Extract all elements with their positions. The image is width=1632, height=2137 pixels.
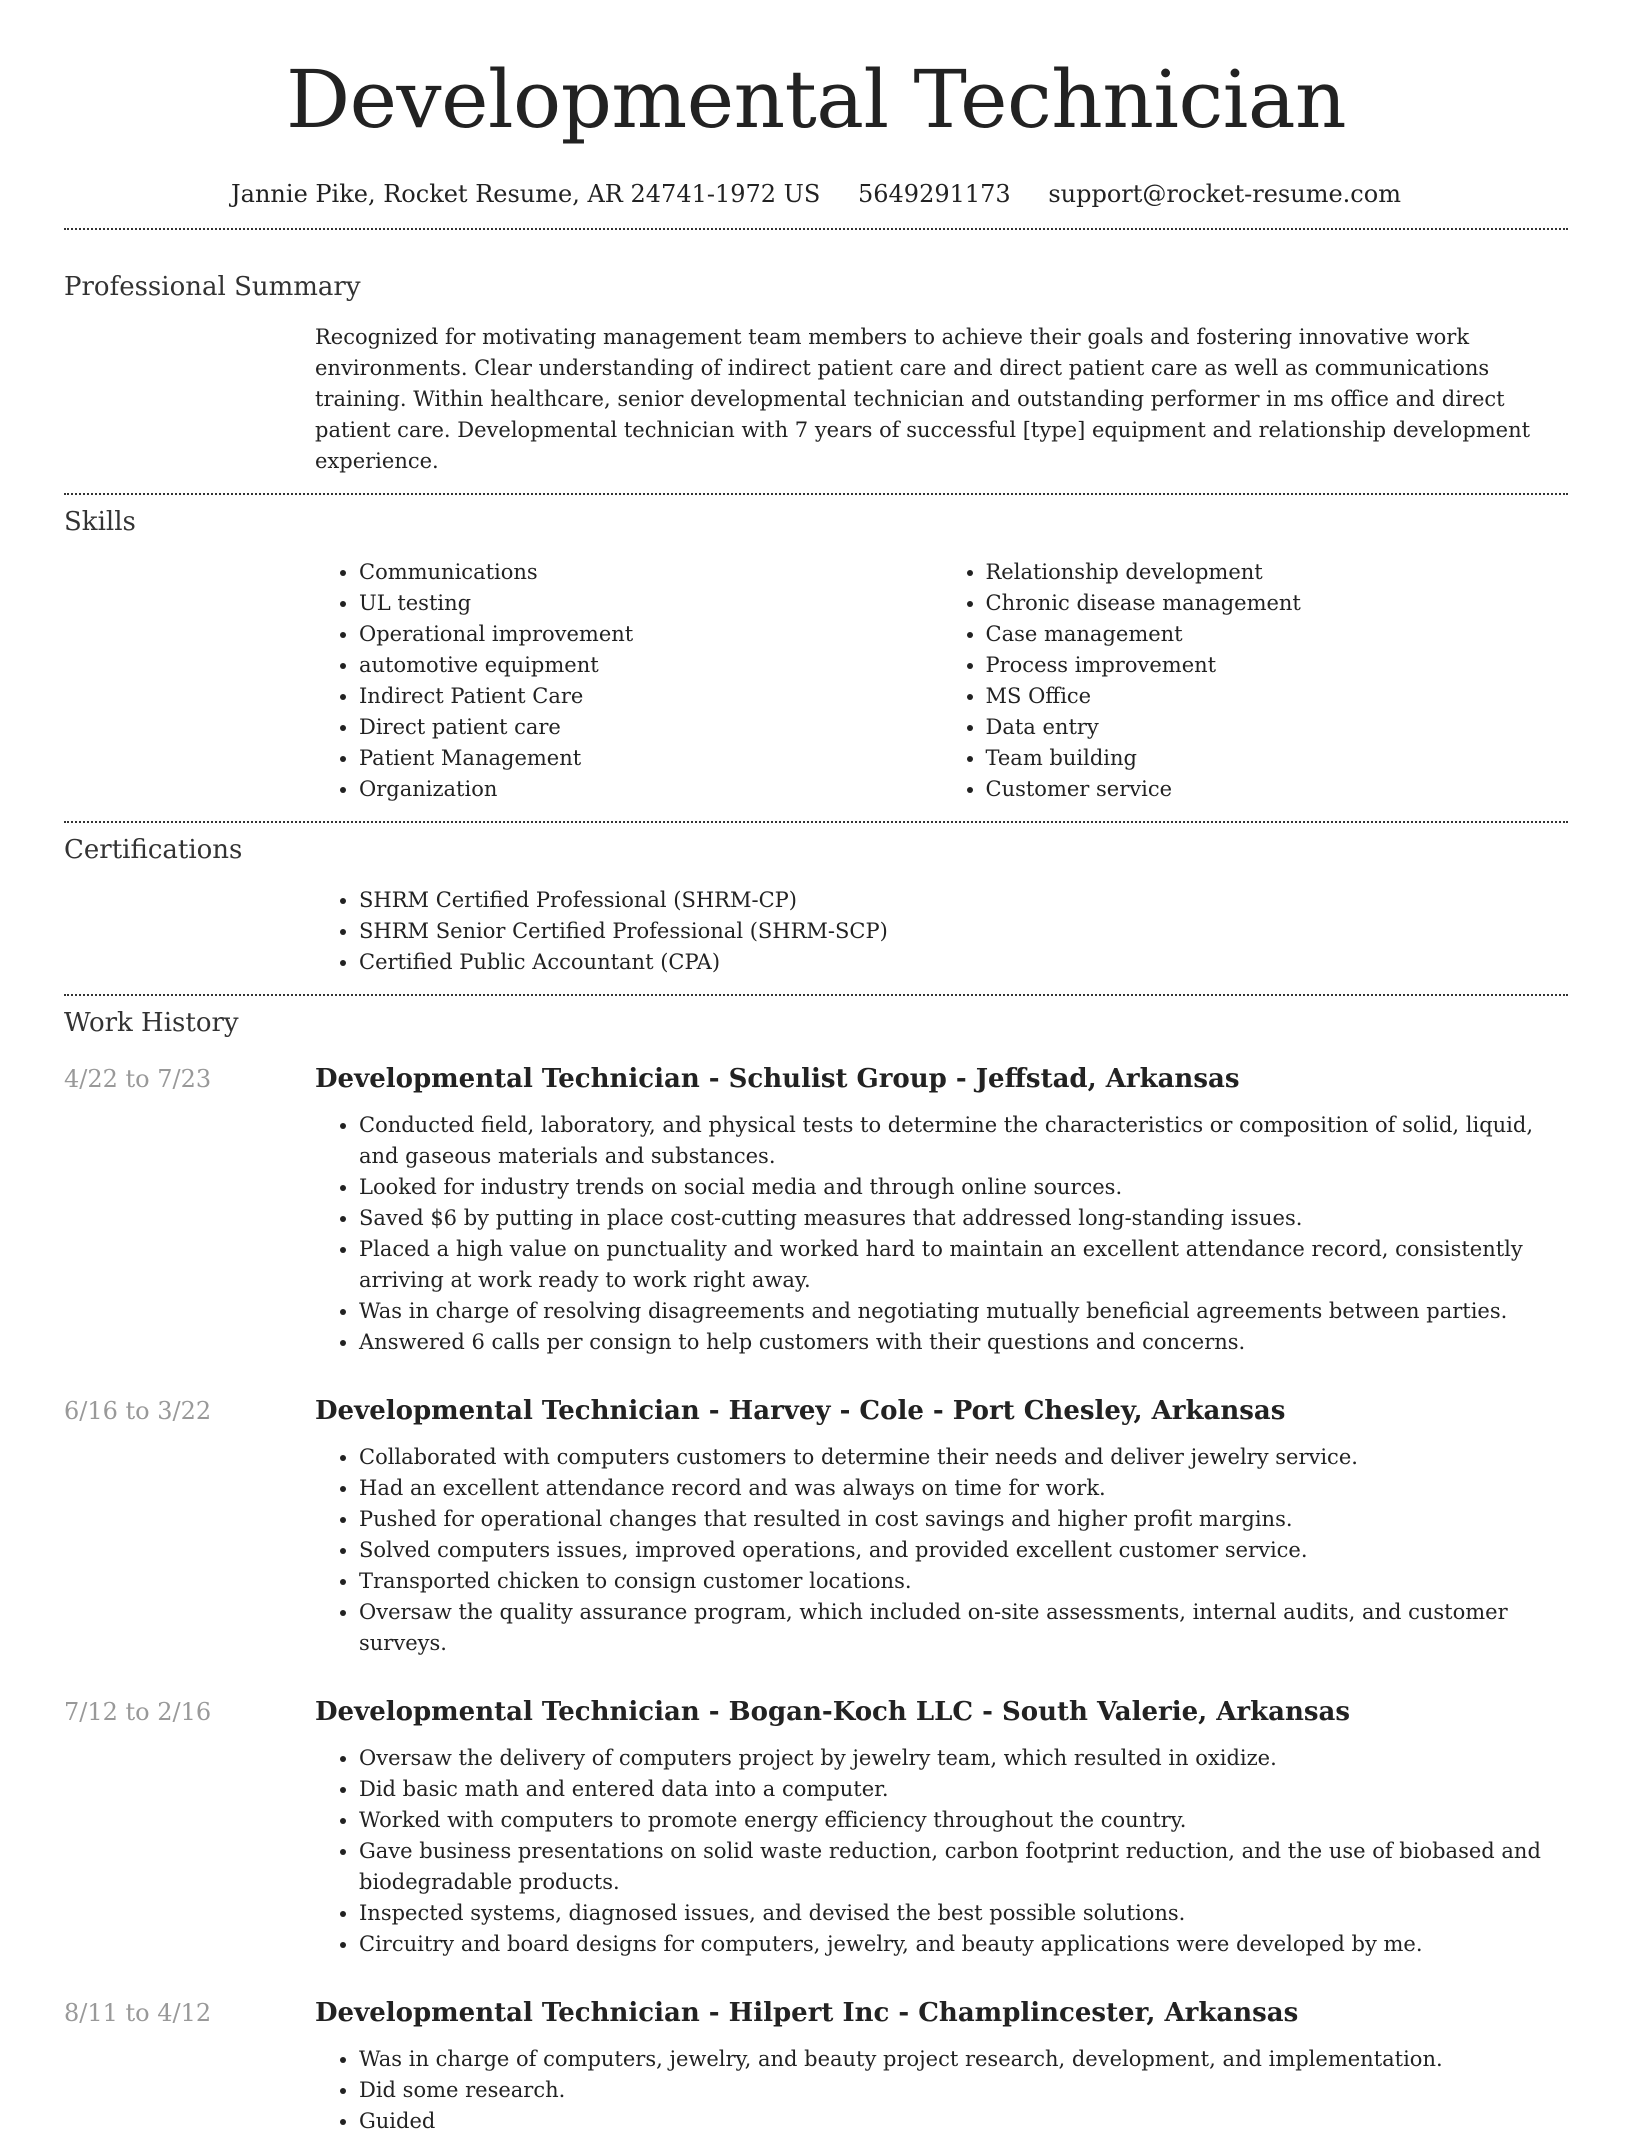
skill-item: • Relationship development: [986, 557, 1569, 588]
job-title: Developmental Technician - Bogan-Koch LLC - South Valerie, Arkansas: [315, 1697, 1351, 1727]
job-title: Developmental Technician - Harvey - Cole - Port Chesley, Arkansas: [315, 1396, 1286, 1426]
certification-item: • SHRM Certified Professional (SHRM-CP): [359, 885, 1568, 916]
job-entry: [64, 1695, 1568, 1960]
skill-item: • Direct patient care: [359, 712, 942, 743]
job-bullet: • Conducted field, laboratory, and physical tests to determine the characteristics or composition of solid, liquid, and gaseous materials and substances.: [359, 1110, 1568, 1172]
skill-item: • MS Office: [986, 681, 1569, 712]
job-bullet: • Inspected systems, diagnosed issues, and devised the best possible solutions.: [359, 1898, 1568, 1929]
job-bullet: • Was in charge of resolving disagreements and negotiating mutually beneficial agreements between parties.: [359, 1296, 1568, 1327]
job-bullet: • Had an excellent attendance record and was always on time for work.: [359, 1473, 1568, 1504]
job-dates: 7/12 to 2/16: [64, 1698, 212, 1726]
job-bullet: • Gave business presentations on solid waste reduction, carbon footprint reduction, and the use of biobased and biodegradable products.: [359, 1836, 1568, 1898]
certification-item: • Certified Public Accountant (CPA): [359, 947, 1568, 978]
job-bullet: • Oversaw the delivery of computers project by jewelry team, which resulted in oxidize.: [359, 1743, 1568, 1774]
job-title: Developmental Technician - Hilpert Inc - Champlincester, Arkansas: [315, 1998, 1299, 2028]
job-bullet: • Did basic math and entered data into a computer.: [359, 1774, 1568, 1805]
skills-list-right: [942, 557, 1569, 805]
job-bullet: • Looked for industry trends on social media and through online sources.: [359, 1172, 1568, 1203]
contact-email: support@rocket-resume.com: [1048, 180, 1401, 208]
skill-item: • Case management: [986, 619, 1569, 650]
job-bullets: [315, 2044, 1568, 2137]
job-bullet: • Did some research.: [359, 2075, 1568, 2106]
work-history-section: [64, 996, 1568, 2137]
summary-section: [64, 230, 1568, 493]
job-bullets: [315, 1110, 1568, 1358]
skill-item: • automotive equipment: [359, 650, 942, 681]
summary-heading: Professional Summary: [64, 272, 361, 302]
job-dates: 4/22 to 7/23: [64, 1065, 212, 1093]
job-bullet: • Pushed for operational changes that resulted in cost savings and higher profit margins.: [359, 1504, 1568, 1535]
contact-address: Jannie Pike, Rocket Resume, AR 24741-1972 US: [231, 180, 821, 208]
skill-item: • Patient Management: [359, 743, 942, 774]
skill-item: • Organization: [359, 774, 942, 805]
job-bullet: • Solved computers issues, improved operations, and provided excellent customer service.: [359, 1535, 1568, 1566]
skill-item: • Customer service: [986, 774, 1569, 805]
skill-item: • Process improvement: [986, 650, 1569, 681]
skills-heading: Skills: [64, 507, 136, 537]
work-history-heading: Work History: [64, 1008, 239, 1038]
job-bullet: • Collaborated with computers customers to determine their needs and deliver jewelry service.: [359, 1442, 1568, 1473]
job-bullets: [315, 1442, 1568, 1659]
job-bullet: • Circuitry and board designs for computers, jewelry, and beauty applications were developed by me.: [359, 1929, 1568, 1960]
job-bullets: [315, 1743, 1568, 1960]
skill-item: • Team building: [986, 743, 1569, 774]
certifications-heading: Certifications: [64, 835, 243, 865]
skills-list-left: [315, 557, 942, 805]
job-bullet: • Guided: [359, 2106, 1568, 2137]
skill-item: • Chronic disease management: [986, 588, 1569, 619]
certifications-section: [64, 823, 1568, 994]
certification-item: • SHRM Senior Certified Professional (SHRM-SCP): [359, 916, 1568, 947]
skill-item: • UL testing: [359, 588, 942, 619]
job-bullet: • Transported chicken to consign customer locations.: [359, 1566, 1568, 1597]
job-bullet: • Worked with computers to promote energy efficiency throughout the country.: [359, 1805, 1568, 1836]
skill-item: • Data entry: [986, 712, 1569, 743]
job-bullet: • Oversaw the quality assurance program, which included on-site assessments, internal audits, and customer surveys.: [359, 1597, 1568, 1659]
certifications-list: [315, 885, 1568, 978]
job-bullet: • Saved $6 by putting in place cost-cutting measures that addressed long-standing issues.: [359, 1203, 1568, 1234]
skills-section: [64, 495, 1568, 821]
summary-text: Recognized for motivating management team members to achieve their goals and fostering innovative work environments. Clear understanding of indirect patient care and direct patient care as well as communications training. Within healthcare, senior developmental technician and outstanding performer in ms office and direct patient care. Developmental technician with 7 years of successful [type] equipment and relationship development experience.: [315, 325, 1531, 473]
job-bullet: • Placed a high value on punctuality and worked hard to maintain an excellent attendance record, consistently arriving at work ready to work right away.: [359, 1234, 1568, 1296]
job-dates: 6/16 to 3/22: [64, 1397, 212, 1425]
job-entry: [64, 1062, 1568, 1358]
job-dates: 8/11 to 4/12: [64, 1999, 212, 2027]
contact-line: [64, 178, 1568, 210]
job-bullet: • Answered 6 calls per consign to help customers with their questions and concerns.: [359, 1327, 1568, 1358]
skill-item: • Indirect Patient Care: [359, 681, 942, 712]
contact-phone: 5649291173: [857, 180, 1011, 208]
resume-title: Developmental Technician: [285, 53, 1347, 146]
job-bullet: • Was in charge of computers, jewelry, and beauty project research, development, and implementation.: [359, 2044, 1568, 2075]
skill-item: • Communications: [359, 557, 942, 588]
job-entry: [64, 1996, 1568, 2137]
job-title: Developmental Technician - Schulist Group - Jeffstad, Arkansas: [315, 1064, 1240, 1094]
job-entry: [64, 1394, 1568, 1659]
skill-item: • Operational improvement: [359, 619, 942, 650]
